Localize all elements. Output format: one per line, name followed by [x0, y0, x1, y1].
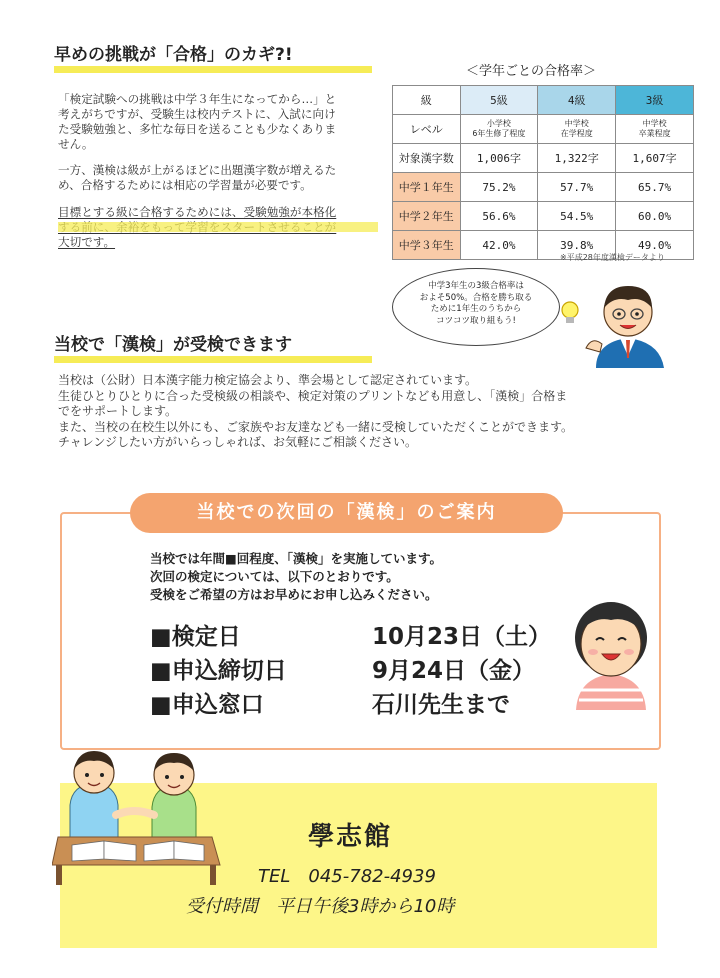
kanji-count-cell: 1,322字 [538, 144, 616, 173]
table-note: ※平成28年度漢検データより [560, 253, 665, 262]
level-cell: 中学校 卒業程度 [616, 115, 694, 144]
rate-cell: 56.6% [460, 202, 538, 231]
girl-illustration [566, 586, 656, 710]
header-grade: 級 [393, 86, 461, 115]
reception-hours: 受付時間 平日午後3時から10時 [186, 896, 455, 917]
section-title-exam: 当校で「漢検」が受検できます [54, 335, 292, 355]
pass-rate-table [392, 85, 694, 260]
paragraph-1: 「検定試験への挑戦は中学３年生になってから…」と 考えがちですが、受験生は校内テストに、入試に向け た受験勉強と、多忙な毎日を送ることも少なくありま せん。 [58, 92, 337, 151]
header-grade-5: 5級 [460, 86, 538, 115]
rate-cell: 42.0% [460, 231, 538, 260]
rate-cell: 75.2% [460, 173, 538, 202]
row-label-kanji: 対象漢字数 [393, 144, 461, 173]
table-row [393, 202, 694, 231]
kanji-count-cell: 1,006字 [460, 144, 538, 173]
deadline-label: ■申込締切日 [150, 658, 287, 684]
rate-cell: 57.7% [538, 173, 616, 202]
boy-illustration [556, 278, 716, 368]
row-label-grade-2: 中学２年生 [393, 202, 461, 231]
deadline-value: 9月24日（金） [372, 658, 536, 684]
level-cell: 小学校 6年生修了程度 [460, 115, 538, 144]
rate-cell: 39.8% [538, 231, 616, 260]
speech-bubble-text: 中学3年生の3級合格率は およそ50%。合格を勝ち取る ために1年生のうちから コツコツ取り組もう! [419, 281, 533, 326]
level-cell: 中学校 在学程度 [538, 115, 616, 144]
school-phone: TEL 045-782-4939 [258, 866, 436, 887]
contact-value: 石川先生まで [372, 692, 510, 718]
highlight-marker [58, 222, 378, 232]
lightbulb-icon [562, 302, 578, 318]
rate-cell: 49.0% [616, 231, 694, 260]
paragraph-3: 目標とする級に合格するためには、受験勉強が本格化 大切です。 [58, 205, 337, 249]
table-caption: ＜学年ごとの合格率＞ [466, 64, 597, 79]
exam-date-value: 10月23日（土） [372, 624, 552, 650]
rate-cell: 65.7% [616, 173, 694, 202]
rate-cell: 60.0% [616, 202, 694, 231]
title-underline [54, 356, 372, 363]
section-title-challenge: 早めの挑戦が「合格」のカギ?! [54, 45, 293, 65]
row-label-level: レベル [393, 115, 461, 144]
exam-date-label: ■検定日 [150, 624, 241, 650]
title-underline [54, 66, 372, 73]
paragraph-2: 一方、漢検は級が上がるほどに出題漢字数が増えるた め、合格するためには相応の学習量が必要です。 [58, 163, 337, 192]
exam-description: 当校は（公財）日本漢字能力検定協会より、準会場として認定されています。 生徒ひとりひとりに合った受検級の相談や、検定対策のプリントなども用意し、「漢検」合格ま でをサポートします。 また、当校の在校生以外にも、ご家族やお友達なども一緒に受検していただくことができます。 チャレンジしたい方がいらっしゃれば、お気軽にご相談ください。 [58, 373, 574, 449]
notice-intro: 当校では年間■回程度、「漢検」を実施しています。 次回の検定については、以下のとおりです。 受検をご希望の方はお早めにお申し込みください。 [150, 551, 443, 602]
rate-cell: 54.5% [538, 202, 616, 231]
school-name: 學志館 [308, 822, 393, 852]
students-illustration [52, 745, 224, 885]
contact-label: ■申込窓口 [150, 692, 264, 718]
header-grade-3: 3級 [616, 86, 694, 115]
table-row [393, 173, 694, 202]
notice-heading: 当校での次回の「漢検」のご案内 [130, 493, 563, 533]
row-label-grade-1: 中学１年生 [393, 173, 461, 202]
kanji-count-cell: 1,607字 [616, 144, 694, 173]
header-grade-4: 4級 [538, 86, 616, 115]
row-label-grade-3: 中学３年生 [393, 231, 461, 260]
